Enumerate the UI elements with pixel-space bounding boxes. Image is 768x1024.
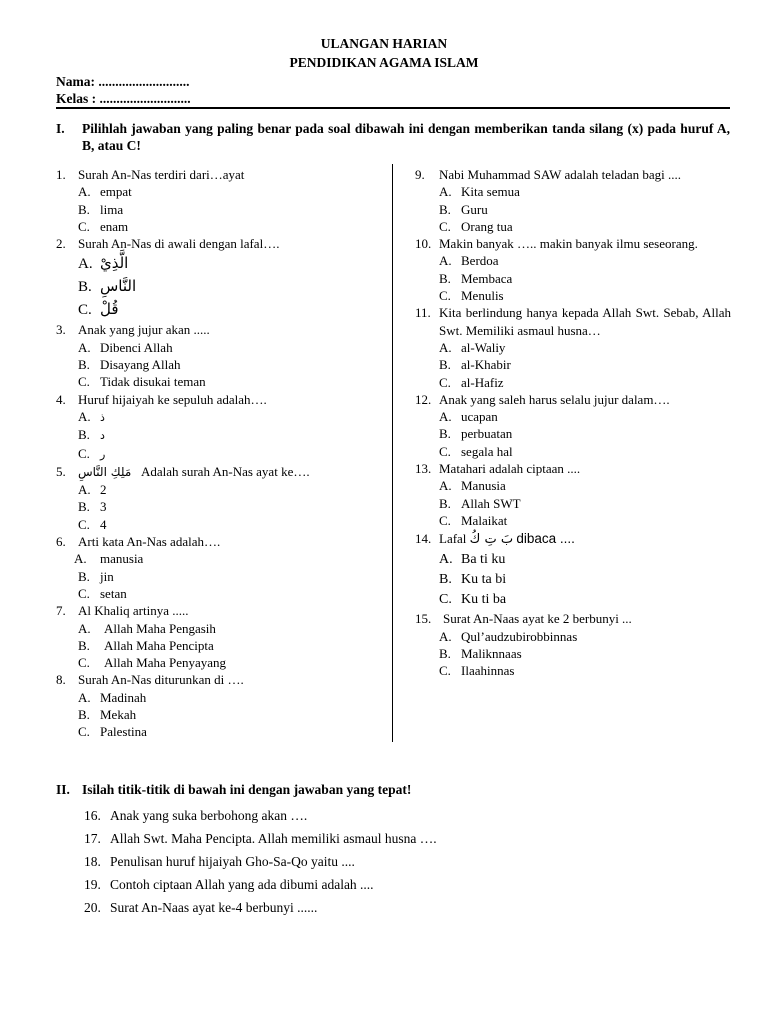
option-11b[interactable]: B. al-Khabir <box>439 357 511 373</box>
essay-questions <box>84 804 437 919</box>
option-10b[interactable]: B. Membaca <box>439 270 513 286</box>
option-11c[interactable]: C. al-Hafiz <box>439 374 504 390</box>
option-4c[interactable]: C. ر <box>78 445 106 461</box>
option-3b[interactable]: B. Disayang Allah <box>78 357 181 373</box>
option-13a[interactable]: A. Manusia <box>439 478 506 494</box>
option-6a[interactable]: A. manusia <box>74 551 144 567</box>
option-4a[interactable]: A. ذ <box>78 408 105 424</box>
option-6c[interactable]: C. setan <box>78 585 127 601</box>
option-9b[interactable]: B. Guru <box>439 201 488 217</box>
option-5b[interactable]: B. 3 <box>78 499 107 515</box>
kelas-field: Kelas : ........................... <box>56 91 191 106</box>
option-10c[interactable]: C. Menulis <box>439 288 504 304</box>
option-12b[interactable]: B. perbuatan <box>439 426 513 442</box>
question-10: 10. Makin banyak ….. makin banyak ilmu seseorang. <box>415 236 698 252</box>
section-2-instruction <box>56 782 411 798</box>
option-6b[interactable]: B. jin <box>78 568 114 584</box>
question-6: 6. Arti kata An-Nas adalah…. <box>56 534 221 550</box>
option-7b[interactable]: B. Allah Maha Pencipta <box>78 637 214 653</box>
essay-question-19: 19. Contoh ciptaan Allah yang ada dibumi adalah .... <box>84 877 374 892</box>
question-13: 13. Matahari adalah ciptaan .... <box>415 461 581 477</box>
question-15: 15. Surat An-Naas ayat ke 2 berbunyi ... <box>415 611 632 627</box>
option-8b[interactable]: B. Mekah <box>78 707 137 723</box>
option-15b[interactable]: B. Maliknnaas <box>439 645 522 661</box>
essay-question-16: 16. Anak yang suka berbohong akan …. <box>84 808 308 823</box>
question-3: 3. Anak yang jujur akan ..... <box>56 322 210 338</box>
option-12c[interactable]: C. segala hal <box>439 443 513 459</box>
section-1-number: I. <box>56 121 65 136</box>
option-1c[interactable]: C. enam <box>78 218 129 234</box>
option-12a[interactable]: A. ucapan <box>439 409 498 425</box>
question-1: 1. Surah An-Nas terdiri dari…ayat <box>56 167 245 182</box>
option-3a[interactable]: A. Dibenci Allah <box>78 339 173 355</box>
option-2c[interactable]: C. قُلْ <box>78 300 119 319</box>
option-13b[interactable]: B. Allah SWT <box>439 495 521 511</box>
header-divider <box>56 107 730 109</box>
question-7: 7. Al Khaliq artinya ..... <box>56 603 189 619</box>
question-11: 11. Kita berlindung hanya kepada Allah Swt. Sebab, Allah Swt. Memiliki asmaul husna… <box>415 305 731 338</box>
option-14b[interactable]: B. Ku ta bi <box>439 572 507 588</box>
option-13c[interactable]: C. Malaikat <box>439 512 508 528</box>
essay-question-17: 17. Allah Swt. Maha Pencipta. Allah memiliki asmaul husna …. <box>84 831 437 846</box>
option-14c[interactable]: C. Ku ti ba <box>439 592 507 608</box>
option-2a[interactable]: A. الَّذِيْ <box>78 254 129 273</box>
option-15c[interactable]: C. Ilaahinnas <box>439 663 515 679</box>
option-7c[interactable]: C. Allah Maha Penyayang <box>78 655 227 671</box>
option-5a[interactable]: A. 2 <box>78 482 107 498</box>
option-14a[interactable]: A. Ba ti ku <box>439 552 506 568</box>
option-15a[interactable]: A. Qul’audzubirobbinnas <box>439 628 578 644</box>
section-2-text: Isilah titik-titik di bawah ini dengan jawaban yang tepat! <box>82 782 412 797</box>
question-14: 14. Lafal بَ تِ كُ dibaca .... <box>415 531 575 548</box>
question-2: 2. Surah An-Nas di awali dengan lafal…. <box>56 236 280 252</box>
option-1a[interactable]: A. empat <box>78 184 132 200</box>
questions-right-column <box>415 166 731 679</box>
option-5c[interactable]: C. 4 <box>78 516 107 532</box>
column-divider <box>392 164 393 742</box>
essay-question-18: 18. Penulisan huruf hijaiyah Gho-Sa-Qo yaitu .... <box>84 854 355 869</box>
question-12: 12. Anak yang saleh harus selalu jujur dalam…. <box>415 391 670 407</box>
section-2-number: II. <box>56 782 70 797</box>
essay-question-20: 20. Surat An-Naas ayat ke-4 berbunyi ...... <box>84 900 318 915</box>
nama-field: Nama: ........................... <box>56 74 190 89</box>
option-9a[interactable]: A. Kita semua <box>439 184 520 200</box>
question-8: 8. Surah An-Nas diturunkan di …. <box>56 672 244 688</box>
option-11a[interactable]: A. al-Waliy <box>439 339 506 355</box>
page-title: ULANGAN HARIAN <box>320 36 448 51</box>
option-9c[interactable]: C. Orang tua <box>439 218 513 234</box>
option-8c[interactable]: C. Palestina <box>78 724 147 740</box>
option-7a[interactable]: A. Allah Maha Pengasih <box>78 620 216 636</box>
option-2b[interactable]: B. النَّاسِ <box>78 277 137 296</box>
question-9: 9. Nabi Muhammad SAW adalah teladan bagi .... <box>415 167 682 182</box>
question-5: 5. مَلِكِ النَّاسِ Adalah surah An-Nas ayat ke…. <box>56 463 310 479</box>
option-1b[interactable]: B. lima <box>78 201 124 217</box>
option-3c[interactable]: C. Tidak disukai teman <box>78 374 206 390</box>
page-subtitle: PENDIDIKAN AGAMA ISLAM <box>289 55 479 70</box>
section-1-text: Pilihlah jawaban yang paling benar pada soal dibawah ini dengan memberikan tanda silang (x) pada huruf A, B, atau C! <box>82 121 730 153</box>
option-10a[interactable]: A. Berdoa <box>439 253 499 269</box>
option-4b[interactable]: B. د <box>78 427 105 443</box>
question-4: 4. Huruf hijaiyah ke sepuluh adalah…. <box>56 391 267 407</box>
questions-left-column <box>56 166 392 741</box>
option-8a[interactable]: A. Madinah <box>78 689 147 705</box>
